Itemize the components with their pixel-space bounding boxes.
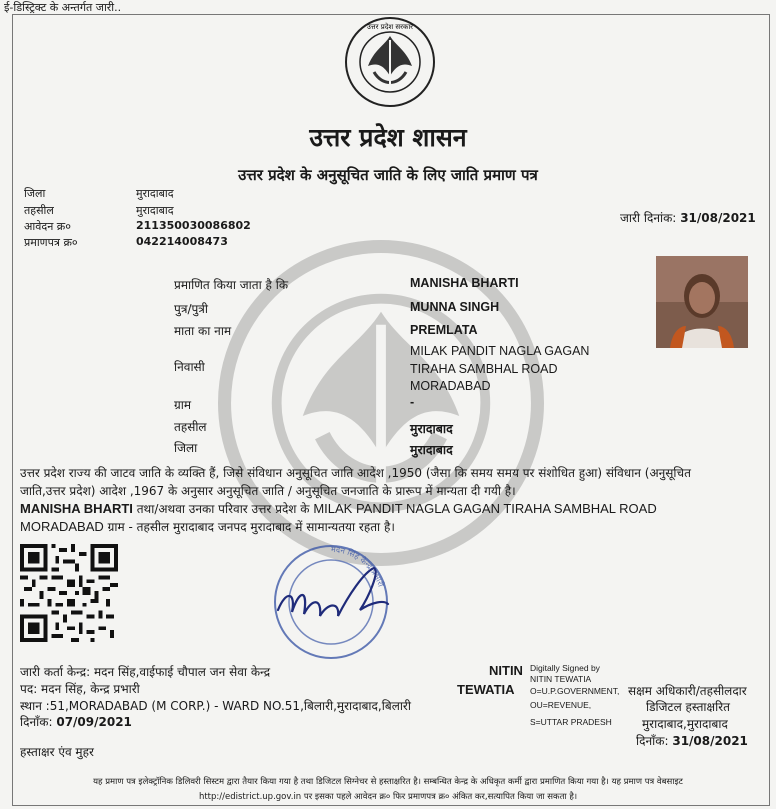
- issuer-date: [20, 713, 132, 730]
- signature-seal-label: हस्ताक्षर एंव मुहर: [20, 745, 94, 759]
- body-rest: ग्राम - तहसील मुरादाबाद जनपद मुरादाबाद में सामान्यतया रहता है।: [103, 520, 395, 534]
- up-emblem-icon: [344, 16, 436, 108]
- meta-district-label: जिला: [24, 187, 46, 200]
- issuer-post: पद: मदन सिंह, केन्द्र प्रभारी: [20, 682, 140, 696]
- body-address: MILAK PANDIT NAGLA GAGAN TIRAHA SAMBHAL ROAD: [313, 501, 657, 516]
- issuer-center: जारी कर्ता केन्द्र: मदन सिंह,वाईफाई चौपाल जन सेवा केन्द्र: [20, 665, 271, 679]
- digital-sign-detail-2: NITIN TEWATIA: [530, 674, 592, 684]
- emblem-ring-text: उत्तर प्रदेश सरकार: [366, 23, 414, 31]
- digital-sign-detail-1: Digitally Signed by: [530, 663, 600, 673]
- authority-date-value: 31/08/2021: [672, 734, 748, 748]
- meta-tehsil-value: मुरादाबाद: [136, 204, 174, 217]
- relation-value: MUNNA SINGH: [410, 300, 500, 314]
- resident-line-1: MILAK PANDIT NAGLA GAGAN: [410, 344, 590, 358]
- qr-code: [20, 544, 118, 642]
- seal-stamp: [256, 532, 406, 672]
- authority-sign: डिजिटल हस्ताक्षरित: [646, 700, 730, 714]
- body-line-3: [20, 500, 657, 517]
- certified-label: प्रमाणित किया जाता है कि: [174, 278, 289, 292]
- top-note: ई-डिस्ट्रिक्ट के अन्तर्गत जारी..: [4, 1, 122, 14]
- body-line-2: जाति,उत्तर प्रदेश) आदेश ,1967 के अनुसार अनुसूचित जाति / अनुसूचित जनजाति के प्रारूप में मान्यता दी गयी है।: [20, 484, 516, 498]
- meta-tehsil-label: तहसील: [24, 204, 54, 217]
- meta-certificate-label: प्रमाणपत्र क्र०: [24, 236, 78, 249]
- resident-line-3: MORADABAD: [410, 379, 491, 393]
- certified-value: MANISHA BHARTI: [410, 276, 519, 290]
- digital-sign-detail-3: O=U.P.GOVERNMENT,: [530, 686, 620, 696]
- relation-label: पुत्र/पुत्री: [174, 302, 209, 316]
- authority-date: [636, 732, 748, 749]
- issue-date-value: 31/08/2021: [680, 211, 756, 225]
- authority-title: सक्षम अधिकारी/तहसीलदार: [628, 684, 747, 698]
- body-name: MANISHA BHARTI: [20, 501, 133, 516]
- issuer-date-value: 07/09/2021: [56, 715, 132, 729]
- meta-district-value: मुरादाबाद: [136, 187, 174, 200]
- digital-sign-detail-5: S=UTTAR PRADESH: [530, 717, 612, 727]
- body-place: MORADABAD: [20, 519, 104, 534]
- resident-line-2: TIRAHA SAMBHAL ROAD: [410, 362, 558, 376]
- resident-label: निवासी: [174, 360, 205, 374]
- digital-sign-name-1: NITIN: [489, 663, 523, 678]
- footer-line-1: यह प्रमाण पत्र इलेक्ट्रॉनिक डिलिवरी सिस्टम द्वारा तैयार किया गया है तथा डिजिटल सिग्नेचर से हस्ताक्षरित है। सम्बन्धित केन्द्र के अधिकृत कर्मी द्वारा प्रमाणित किया गया है। यह प्रमाण पत्र वेबसाइट: [93, 777, 683, 787]
- meta-application-label: आवेदन क्र०: [24, 220, 71, 233]
- issue-date: [620, 209, 756, 226]
- mother-value: PREMLATA: [410, 323, 478, 337]
- applicant-photo: [656, 256, 748, 348]
- meta-application-value: 211350030086802: [136, 219, 251, 232]
- issuer-place: स्थान :51,MORADABAD (M CORP.) - WARD NO.51,बिलारी,मुरादाबाद,बिलारी: [20, 699, 411, 713]
- footer-line-2: http://edistrict.up.gov.in पर इसका पहले आवेदन क्र० फिर प्रमाणपत्र क्र० अंकित कर,सत्यापित किया जा सकता है।: [198, 792, 578, 802]
- page-title: उत्तर प्रदेश शासन: [309, 123, 467, 152]
- field-tehsil-label: तहसील: [174, 420, 207, 434]
- field-district-value: मुरादाबाद: [410, 443, 453, 457]
- body-line-1: उत्तर प्रदेश राज्य की जाटव जाति के व्यक्ति हैं, जिसे संविधान अनुसूचित जाति आदेश ,1950 (जैसा कि समय समय पर संशोधित हुआ) संविधान (अनुसूचित: [20, 466, 691, 480]
- field-district-label: जिला: [174, 441, 198, 455]
- page-subtitle: उत्तर प्रदेश के अनुसूचित जाति के लिए जाति प्रमाण पत्र: [238, 166, 538, 184]
- issuer-date-label: दिनाँक:: [20, 715, 53, 729]
- seal-ring-text: मदन सिंह केन्द्र प्रभारी: [330, 544, 386, 589]
- digital-sign-detail-4: OU=REVENUE,: [530, 700, 592, 710]
- mother-label: माता का नाम: [174, 324, 232, 338]
- authority-date-label: दिनाँक:: [636, 734, 669, 748]
- village-label: ग्राम: [174, 398, 192, 412]
- authority-place: मुरादाबाद,मुरादाबाद: [642, 717, 728, 731]
- body-mid: तथा/अथवा उनका परिवार उत्तर प्रदेश के: [132, 502, 314, 516]
- meta-certificate-value: 042214008473: [136, 235, 228, 248]
- issue-date-label: जारी दिनांक:: [620, 211, 677, 225]
- digital-sign-name-2: TEWATIA: [457, 682, 515, 697]
- village-value: -: [410, 395, 415, 409]
- field-tehsil-value: मुरादाबाद: [410, 422, 453, 436]
